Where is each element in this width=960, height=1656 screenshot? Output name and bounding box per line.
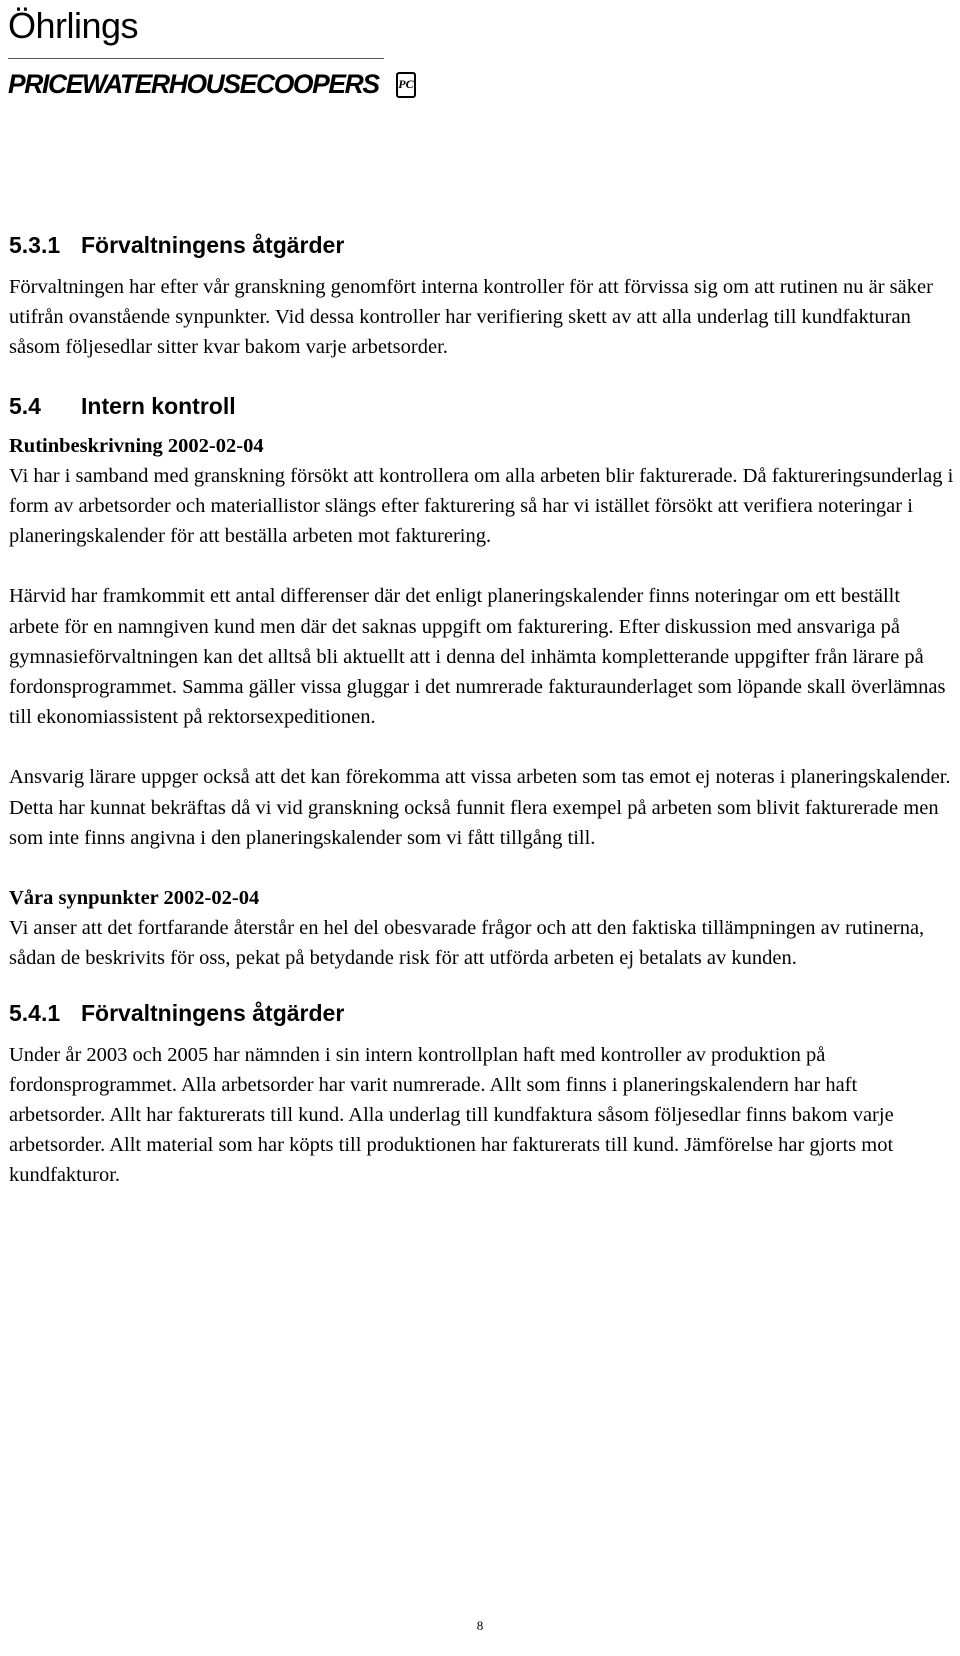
logo: [8, 5, 414, 100]
document-body: [9, 230, 954, 1191]
section-number: 5.4.1: [9, 999, 61, 1026]
logo-emblem-icon: PC: [396, 72, 415, 98]
section-title: Intern kontroll: [81, 392, 236, 419]
paragraph: Förvaltningen har efter vår granskning genomfört interna kontroller för att förvissa sig om att rutinen nu är säker utifrån ovanstående synpunkter. Vid dessa kontroller har verifiering skett av att alla underlag till kundfakturan såsom följesedlar sitter kvar bakom varje arbetsorder.: [9, 276, 933, 359]
paragraph: Vi har i samband med granskning försökt att kontrollera om alla arbeten blir fakturerade. Då faktureringsunderlag i form av arbetsorder och materiallistor slängs efter fakturering så har vi istället försökt att verifiera noteringar i planeringskalender för att beställa arbeten mot fakturering.: [9, 464, 954, 548]
section-title: Förvaltningens åtgärder: [81, 232, 345, 258]
paragraph: Vi anser att det fortfarande återstår en hel del obesvarade frågor och att den faktiska tillämpningen av rutinerna, sådan de beskrivits för oss, pekat på betydande risk för att utförda arbeten ej betalats av kunden.: [9, 917, 925, 970]
paragraph: Under år 2003 och 2005 har nämnden i sin intern kontrollplan haft med kontroller av produktion på fordonsprogrammet. Alla arbetsorder har varit numrerade. Allt som finns i planeringskalendern har haft arbetsorder. Allt har fakturerats till kund. Alla underlag till kundfaktura såsom följesedlar finns bakom varje arbetsorder. Allt material som har köpts till produktionen har fakturerats till kund. Jämförelse har gjorts mot kundfakturor.: [9, 1043, 894, 1187]
logo-wordmark: PRICEWATERHOUSECOOPERS: [8, 69, 379, 99]
section-number: 5.4: [9, 392, 41, 419]
section-heading-5-3-1: [9, 230, 954, 260]
logo-brand: [8, 69, 414, 100]
paragraph: Härvid har framkommit ett antal differenser där det enligt planeringskalender finns noteringar om ett beställt arbete för en namngiven kund men där det saknas uppgift om fakturering. Efter diskussion med ansvariga på gymnasieförvaltningen kan det alltså bli aktuellt att i denna del inhämta kompletterande uppgifter från lärare på fordonsprogrammet. Samma gäller vissa gluggar i det numrerade fakturaunderlaget som löpande skall överlämnas till ekonomiassistent på rektorsexpeditionen.: [9, 585, 946, 729]
paragraph: Ansvarig lärare uppger också att det kan förekomma att vissa arbeten som tas emot ej noteras i planeringskalender. Detta har kunnat bekräftas då vi vid granskning också funnit flera exempel på arbeten som blivit fakturerade men som inte finns angivna i den planeringskalender som vi fått tillgång till.: [9, 766, 951, 849]
subheading: Våra synpunkter 2002-02-04: [9, 887, 260, 910]
section-number: 5.3.1: [9, 232, 61, 258]
subheading: Rutinbeskrivning 2002-02-04: [9, 434, 264, 457]
page-number: 8: [476, 1618, 484, 1633]
section-heading-5-4: [9, 391, 954, 421]
section-heading-5-4-1: [9, 998, 954, 1028]
logo-firm-name: Öhrlings: [8, 5, 139, 46]
section-title: Förvaltningens åtgärder: [81, 999, 345, 1026]
logo-divider: [8, 58, 384, 59]
